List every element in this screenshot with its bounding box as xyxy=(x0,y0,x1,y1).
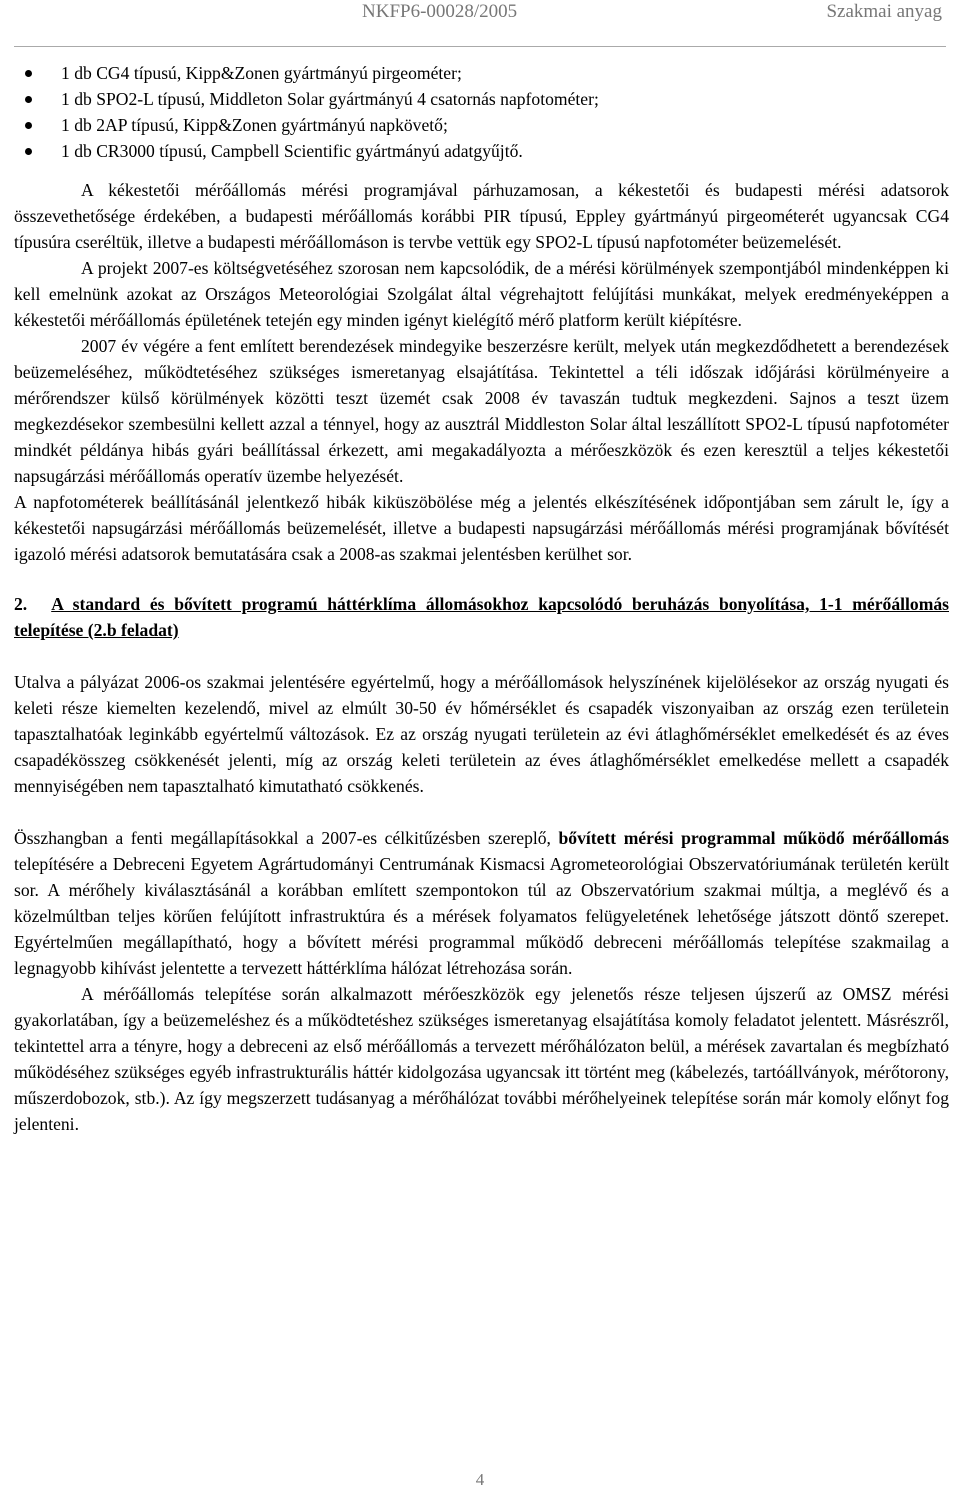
page-number: 4 xyxy=(475,1470,485,1489)
section-number: 2. xyxy=(14,594,28,614)
bold-phrase: bővített mérési programmal működő mérőállomás xyxy=(558,828,949,848)
paragraph: A kékestetői mérőállomás mérési programjával párhuzamosan, a kékestetői és budapesti mérési adatsorok összevethetősége érdekében, a budapesti mérőállomás korábbi PIR típusú, Eppley gyártmányú pirgeométerét ugyancsak CG4 típusúra cseréltük, illetve a budapesti mérőállomáson is tervbe vettük egy SPO2-L típusú napfotométer beüzemelését. xyxy=(14,180,949,252)
list-item: 1 db CR3000 típusú, Campbell Scientific gyártmányú adatgyűjtő. xyxy=(14,138,949,164)
paragraph: A projekt 2007-es költségvetéséhez szorosan nem kapcsolódik, de a mérési körülmények szempontjából mindenképpen ki kell emelnünk azokat az Országos Meteorológiai Szolgálat által végrehajtott felújítási munkákat, melyek eredményeképpen a kékestetői mérőállomás épületének tetején egy minden igényt kielégítő mérő platform került kiépítésre. xyxy=(14,258,949,330)
paragraph: Utalva a pályázat 2006-os szakmai jelentésére egyértelmű, hogy a mérőállomások helyszínének kijelölésekor az ország nyugati és keleti része kiemelten kezelendő, mivel az elmúlt 30-50 év hőmérséklet és csapadék viszonyaiban az ország ezen területein tapasztalhatóak leginkább egyértelmű változások. Ez az ország nyugati területein az évi átlaghőmérséklet emelkedését és az éves csapadékösszeg csökkenését jelenti, míg az ország keleti területein az éves átlaghőmérséklet emelkedése mellett a csapadék mennyiségében nem tapasztalható kimutatható csökkenés. xyxy=(14,672,949,796)
paragraph: Összhangban a fenti megállapításokkal a 2007-es célkitűzésben szereplő, bővített mérési programmal működő mérőállomás telepítésére a Debreceni Egyetem Agrártudományi Centrumának Kismacsi Agrometeorológiai Obszervatóriumának területén került sor. A mérőhely kiválasztásánál a korábban említett szempontokon túl az Obszervatórium szakmai múltja, a meglévő és a közelmúltban teljes körűen felújított infrastruktúra és a mérések folyamatos felügyeletének lehetősége játszott döntő szerepet. Egyértelműen megállapítható, hogy a bővített mérési programmal működő debreceni mérőállomás telepítése szakmailag a legnagyobb kihívást jelentette a tervezett háttérklíma hálózat létrehozása során. xyxy=(14,828,949,978)
section-title: A standard és bővített programú háttérklíma állomásokhoz kapcsolódó beruházás bonyolítása, 1-1 mérőállomás telepítése (2.b feladat) xyxy=(14,594,949,640)
paragraph: A mérőállomás telepítése során alkalmazott mérőeszközök egy jelenetős része teljesen újszerű az OMSZ mérési gyakorlatában, így a beüzemeléshez és a működtetéshez szükséges ismeretanyag elsajátítása komoly feladatot jelentett. Másrészről, tekintettel arra a tényre, hogy a debreceni az első mérőállomás a tervezett mérőhálózaton belül, a mérések zavartalan és megbízható működéséhez szükséges egyéb infrastrukturális háttér kidolgozása ugyancsak itt történt meg (kábelezés, tartóállványok, mérőtorony, műszerdobozok, stb.). Az így megszerzett tudásanyag a mérőhálózat további mérőhelyeinek telepítése során már komoly előnyt fog jelenteni. xyxy=(14,984,949,1134)
list-item: 1 db 2AP típusú, Kipp&Zonen gyártmányú napkövető; xyxy=(14,112,949,138)
equipment-list xyxy=(14,60,949,164)
document-body xyxy=(14,60,949,1137)
bullet-icon xyxy=(25,70,32,77)
paragraph: A napfotométerek beállításánál jelentkező hibák kiküszöbölése még a jelentés elkészítésének időpontjában sem zárult le, így a kékestetői napsugárzási mérőállomás beüzemelését, illetve a budapesti napsugárzási mérőállomás mérési programjának bővítését igazoló mérési adatsorok bemutatására csak a 2008-as szakmai jelentésben kerülhet sor. xyxy=(14,492,949,564)
list-item: 1 db CG4 típusú, Kipp&Zonen gyártmányú pirgeométer; xyxy=(14,60,949,86)
paragraph: 2007 év végére a fent említett berendezések mindegyike beszerzésre került, melyek után megkezdődhetett a berendezések beüzemeléséhez, működtetéséhez szükséges ismeretanyag elsajátítása. Tekintettel a téli időszak időjárási körülményeire a mérőrendszer külső körülmények közötti teszt üzemét csak 2008 év tavaszán tudtuk megkezdeni. Sajnos a teszt üzem megkezdésekor szembesülni kellett azzal a ténnyel, hogy az ausztrál Middleston Solar által leszállított SPO2-L típusú napfotométer mindkét példánya hibás gyári beállítással érkezett, ami megakadályozta a mérőeszközök és ezen keresztül a teljes kékestetői napsugárzási mérőállomás operatív üzembe helyezését. xyxy=(14,336,949,486)
bullet-icon xyxy=(25,122,32,129)
header-divider xyxy=(14,46,946,47)
section-heading xyxy=(14,591,949,643)
bullet-icon xyxy=(25,96,32,103)
page-header xyxy=(0,0,960,28)
header-document-id: NKFP6-00028/2005 xyxy=(362,1,518,22)
bullet-icon xyxy=(25,148,32,155)
list-item: 1 db SPO2-L típusú, Middleton Solar gyártmányú 4 csatornás napfotométer; xyxy=(14,86,949,112)
header-section-label: Szakmai anyag xyxy=(826,1,942,22)
